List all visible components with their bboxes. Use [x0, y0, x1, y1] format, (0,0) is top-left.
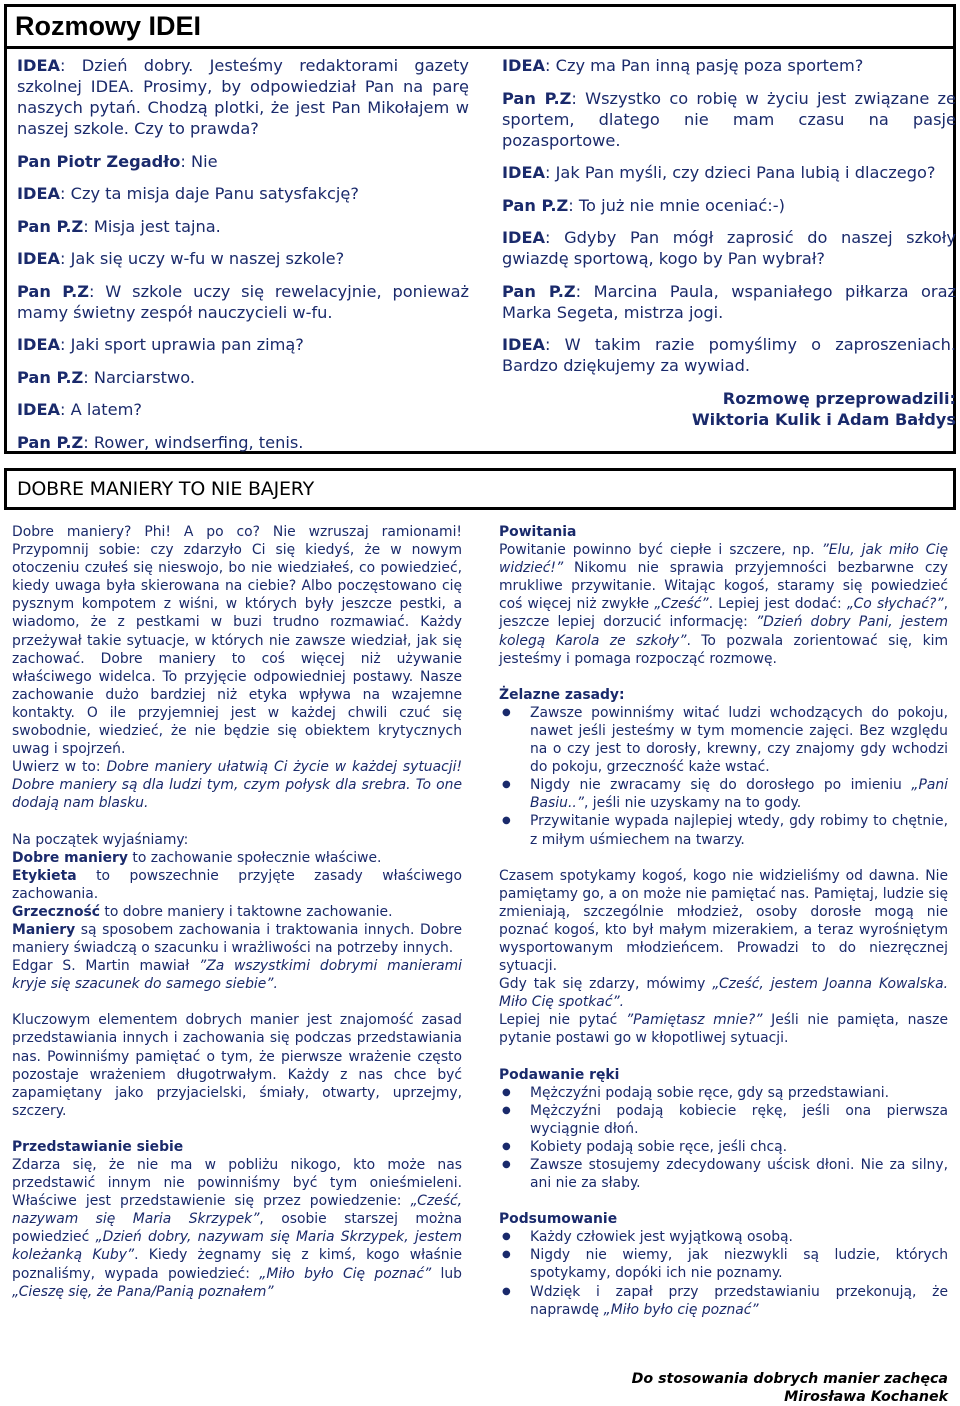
- interview-line: Pan P.Z: Marcina Paula, wspaniałego piłkarza oraz Marka Segeta, mistrza jogi.: [502, 281, 956, 322]
- list-item: ● Mężczyźni podają kobiecie rękę, jeśli ona pierwsza wyciągnie dłoń.: [499, 1102, 948, 1138]
- list-item: ● Wdzięk i zapał przy przedstawianiu przekonują, że naprawdę „Miło było cię poznać”: [499, 1283, 948, 1319]
- self-intro-heading: Przedstawianie siebie: [12, 1138, 184, 1155]
- intro-belief: Uwierz w to: Dobre maniery ułatwią Ci życie w każdej sytuacji! Dobre maniery są dla ludzi tym, czym połysk dla srebra. To one dodają nam blasku.: [12, 759, 463, 812]
- interview-line: IDEA: Dzień dobry. Jesteśmy redaktorami gazety szkolnej IDEA. Prosimy, by odpowiedział Pan na parę naszych pytań. Chodzą plotki, że jest Pan Mikołajem w naszej szkole. Czy to prawda?: [17, 56, 469, 138]
- list-item: ● Nigdy nie wiemy, jak niezwykli są ludzie, których spotykamy, dopóki ich nie poznamy.: [499, 1246, 948, 1282]
- interview-line: Pan Piotr Zegadło: Nie: [17, 151, 218, 171]
- definition: Dobre maniery to zachowanie społecznie właściwe.: [12, 849, 382, 866]
- interview-title: Rozmowy IDEI: [15, 11, 202, 41]
- list-item: ● Każdy człowiek jest wyjątkową osobą.: [499, 1228, 948, 1246]
- definition: Maniery są sposobem zachowania i traktowania innych. Dobre maniery świadczą o szacunku i wrażliwości na potrzeby innych.: [12, 921, 462, 957]
- footer-author: Mirosława Kochanek: [784, 1389, 948, 1405]
- interview-line: IDEA: Czy ma Pan inną pasję poza sportem?: [502, 56, 864, 75]
- interview-line: Pan P.Z: To już nie mnie oceniać:-): [502, 195, 785, 215]
- list-item: ● Kobiety podają sobie ręce, jeśli chcą.: [499, 1138, 948, 1156]
- list-item: ● Nigdy nie zwracamy się do dorosłego po imieniu „Pani Basiu..”, jeśli nie uzyskamy na to gody.: [499, 776, 948, 812]
- interview-line: Pan P.Z: Rower, windserfing, tenis.: [17, 432, 304, 452]
- credits-names: Wiktoria Kulik i Adam Bałdys: [691, 409, 956, 429]
- rules-list: [499, 704, 948, 849]
- greetings-heading: Powitania: [499, 524, 577, 540]
- interview-line: IDEA: Jak się uczy w-fu w naszej szkole?: [17, 249, 345, 268]
- greetings-paragraph: Powitanie powinno być ciepłe i szczere, np. ”Elu, jak miło Cię widzieć!” Nikomu nie sprawia przyjemności bezbarwne czy mrukliwe przywitanie. Witając kogoś, staramy się powiedzieć coś więcej niż zwykłe „Cześć”. Lepiej jest dodać: „Co słychać?”, jeszcze lepiej dorzucić informację: ”Dzień dobry Pani, jestem kolegą Karola ze szkoły”. To pozwala zorientować się, kim jesteśmy i pomaga rozpocząć rozmowę.: [499, 542, 948, 667]
- list-item: ● Mężczyźni podają sobie ręce, gdy są przedstawiani.: [499, 1084, 948, 1102]
- meeting-advice: Lepiej nie pytać ”Pamiętasz mnie?” Jeśli nie pamięta, nasze pytanie postawi go w kłopotliwej sytuacji.: [499, 1012, 949, 1047]
- handshake-heading: Podawanie ręki: [499, 1066, 620, 1083]
- key-paragraph: Kluczowym elementem dobrych manier jest znajomość zasad przedstawiania innych i zachowania się podczas przedstawiania nas. Powinniśmy pamiętać o tym, że pierwsze wrażenie często pozostaje wrażeniem długotrwałym. Każdy z nas chce być zapamiętany jako przyjacielski, śmiały, otwarty, uprzejmy, szczery.: [12, 1012, 462, 1119]
- rules-heading: Żelazne zasady:: [499, 686, 625, 703]
- interview-line: IDEA: Czy ta misja daje Panu satysfakcję?: [17, 184, 359, 203]
- definitions-intro: Na początek wyjaśniamy:: [12, 831, 189, 848]
- definition: Grzeczność to dobre maniery i taktowne zachowanie.: [12, 903, 393, 920]
- interview-left-column: [17, 55, 469, 464]
- summary-heading: Podsumowanie: [499, 1211, 618, 1228]
- interview-line: Pan P.Z: Wszystko co robię w życiu jest związane ze sportem, dlatego nie mam czasu na pasje pozasportowe.: [502, 88, 956, 150]
- meeting-example: Gdy tak się zdarzy, mówimy „Cześć, jestem Joanna Kowalska. Miło Cię spotkać”.: [499, 976, 948, 1011]
- article-title: DOBRE MANIERY TO NIE BAJERY: [17, 478, 315, 500]
- interview-credits: [502, 388, 956, 430]
- self-intro-paragraph: Zdarza się, że nie ma w pobliżu nikogo, kto może nas przedstawić innym nie powinniśmy być tym onieśmieleni. Właściwe jest przedstawienie się przez powiedzenie: „Cześć, nazywam się Maria Skrzypek”, osobie starszej można powiedzieć „Dzień dobry, nazywam się Maria Skrzypek, jestem koleżanką Kuby”. Kiedy żegnamy się z kimś, kogo właśnie poznaliśmy, wypada powiedzieć: „Miło było Cię poznać” lub „Cieszę się, że Pana/Panią poznałem”: [12, 1157, 463, 1300]
- interview-right-column: [502, 55, 956, 430]
- list-item: ● Zawsze stosujemy zdecydowany uścisk dłoni. Nie za silny, ani nie za słaby.: [499, 1156, 948, 1192]
- interview-line: IDEA: W takim razie pomyślimy o zaproszeniach. Bardzo dziękujemy za wywiad.: [502, 335, 956, 375]
- interview-line: IDEA: A latem?: [17, 400, 142, 419]
- interview-line: IDEA: Jak Pan myśli, czy dzieci Pana lubią i dlaczego?: [502, 163, 936, 182]
- interview-box: [4, 4, 956, 454]
- interview-line: Pan P.Z: Narciarstwo.: [17, 367, 195, 387]
- intro-paragraph: Dobre maniery? Phi! A po co? Nie wzruszaj ramionami! Przypomnij sobie: czy zdarzyło Ci się kiedyś, że w nowym otoczeniu czułeś się nieswojo, bo nie wiedziałeś, co powiedzieć, kiedy uwaga była skierowana na ciebie? Albo poczęstowano cię pysznym kompotem z wiśni, w których były jeszcze pestki, a wiadomo, że z pestkami w buzi trudno rozmawiać. Każdy przeżywał takie sytuacje, w których nie zawsze wiedział, jak się zachować. Dobre maniery to coś więcej niż używanie właściwego widelca. To przyjęcie odpowiedniej postawy. Nasze zachowanie dużo bardziej niż etyka wpływa na wzajemne kontakty. O ile przyjemniej jest w każdej chwili czuć się swobodnie, wiedzieć, że nie będzie się obiektem krytycznych uwag i spojrzeń.: [12, 524, 462, 758]
- meeting-paragraph: Czasem spotykamy kogoś, kogo nie widzieliśmy od dawna. Nie pamiętamy go, a on może nie pamiętać nas. Pamiętaj, ludzie się zmieniają, szczególnie młodzież, osoby dorosłe mogą nie poznać kogoś, kto był małym mizerakiem, a teraz wyrośniętym wysportowanym młodzieńcem. Prowadzi to do niezręcznej sytuacji.: [499, 867, 948, 975]
- credits-label: Rozmowę przeprowadzili:: [722, 388, 956, 408]
- definition: Etykieta to powszechnie przyjęte zasady właściwego zachowania.: [12, 867, 462, 902]
- interview-line: Pan P.Z: Misja jest tajna.: [17, 216, 221, 236]
- handshake-list: [499, 1084, 948, 1193]
- interview-line: Pan P.Z: W szkole uczy się rewelacyjnie, ponieważ mamy świetny zespół nauczycieli w-fu.: [17, 281, 470, 322]
- list-item: ● Zawsze powinniśmy witać ludzi wchodzących do pokoju, nawet jeśli jesteśmy w tym momencie zajęci. Bez względu na o czy jest to dorosły, krewny, czy znajomy gdy wchodzi do pokoju, grzeczność każe wstać.: [499, 704, 948, 776]
- article-right-column: [499, 523, 948, 1319]
- article-left-column: [12, 523, 462, 1301]
- article-title-box: [4, 468, 956, 510]
- interview-line: IDEA: Gdyby Pan mógł zaprosić do naszej szkoły gwiazdę sportową, kogo by Pan wybrał?: [502, 228, 956, 268]
- author-signature: [632, 1370, 948, 1406]
- title-divider: [7, 46, 953, 49]
- list-item: ● Przywitanie wypada najlepiej wtedy, gdy robimy to chętnie, z miłym uśmiechem na twarzy.: [499, 812, 948, 848]
- interview-line: IDEA: Jaki sport uprawia pan zimą?: [17, 335, 304, 354]
- footer-line: Do stosowania dobrych manier zachęca: [631, 1371, 948, 1387]
- summary-list: [499, 1228, 948, 1318]
- quote-line: Edgar S. Martin mawiał ”Za wszystkimi dobrymi manierami kryje się szacunek do samego siebie”.: [12, 958, 462, 993]
